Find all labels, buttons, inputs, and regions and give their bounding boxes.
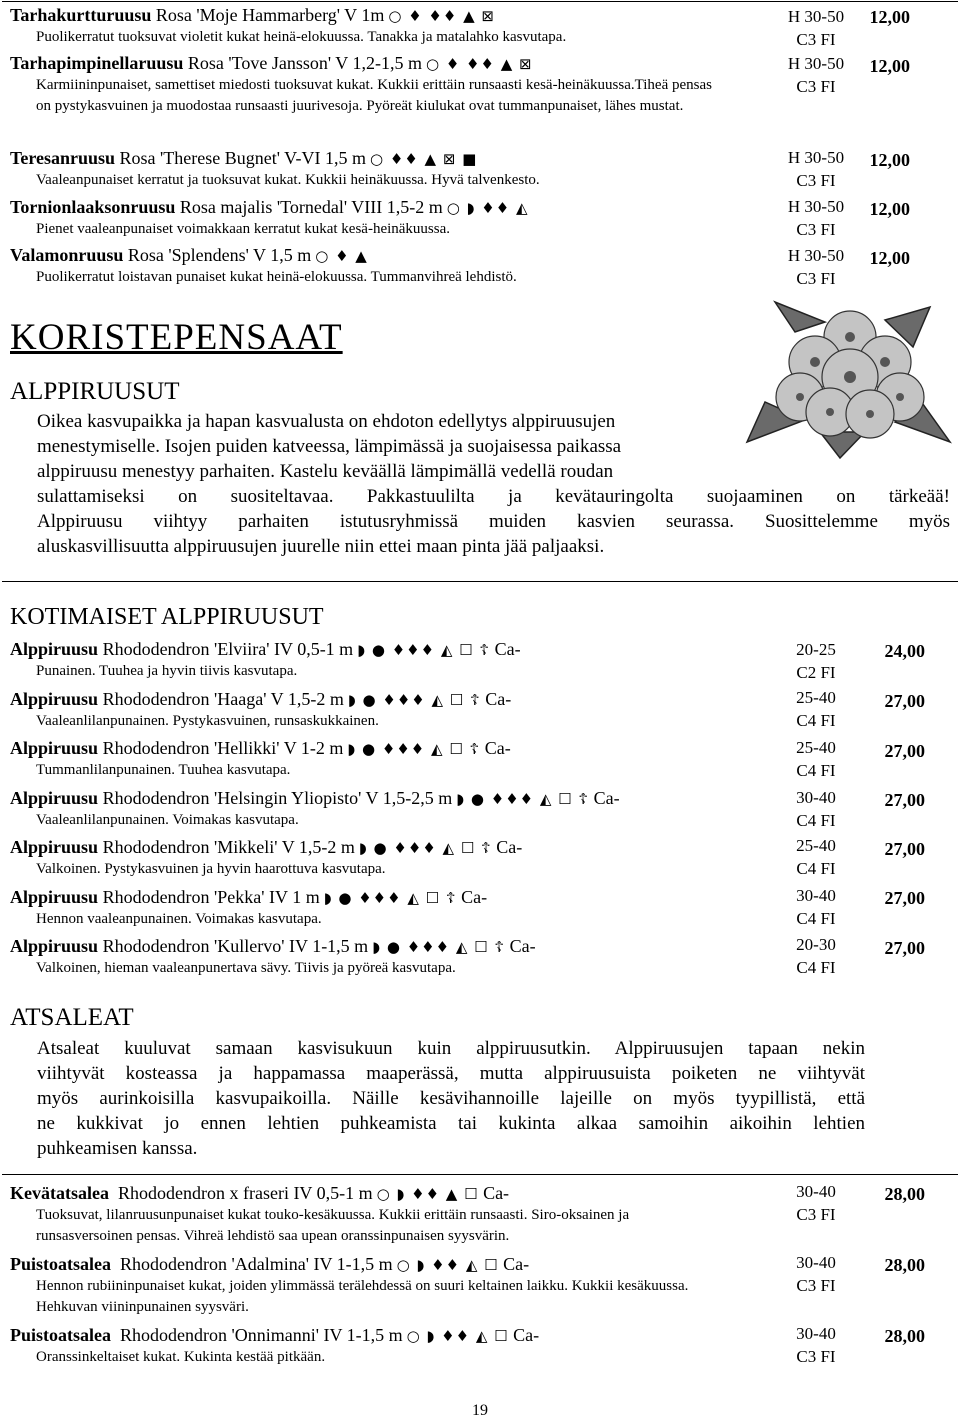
size-code: 25-40 C4 FI bbox=[796, 738, 836, 780]
plant-name: Tarhapimpinellaruusu bbox=[10, 53, 184, 73]
growing-symbols-icon: ◗ ● ♦♦♦ ◭ ☐ ☦ bbox=[358, 839, 492, 857]
plant-name: Alppiruusu bbox=[10, 936, 99, 956]
divider bbox=[2, 1174, 958, 1175]
plant-latin: Rosa majalis 'Tornedal' VIII 1,5-2 m bbox=[179, 197, 443, 217]
growing-symbols-icon: ○ ♦ ♦♦ ▲ ⊠ bbox=[388, 7, 495, 25]
growing-symbols-icon: ○ ◗ ♦♦ ◭ ☐ bbox=[406, 1327, 509, 1345]
plant-name: Tarhakurtturuusu bbox=[10, 5, 152, 25]
plant-latin: Rosa 'Therese Bugnet' V-VI 1,5 m bbox=[119, 148, 367, 168]
plant-description: Valkoinen. Pystykasvuinen ja hyvin haarottuva kasvutapa. bbox=[36, 861, 386, 877]
section-title: KOTIMAISET ALPPIRUUSUT bbox=[10, 604, 324, 630]
plant-description: Valkoinen, hieman vaaleanpunertava sävy. Tiivis ja pyöreä kasvutapa. bbox=[36, 960, 456, 976]
size-code: 30-40 C4 FI bbox=[796, 886, 836, 928]
list-item: Puistoatsalea Rhododendron 'Onnimanni' IV 1-1,5 m ○ ◗ ♦♦ ◭ ☐ Ca- Oranssinkeltaiset kukat. Kukinta kestää pitkään. bbox=[10, 1324, 950, 1368]
list-item: Alppiruusu Rhododendron 'Kullervo' IV 1-1,5 m ◗ ● ♦♦♦ ◭ ☐ ☦ Ca- Valkoinen, hieman vaaleanpunertava sävy. Tiivis ja pyöreä kasvutapa. bbox=[10, 935, 950, 979]
growing-symbols-icon: ◗ ● ♦♦♦ ◭ ☐ ☦ bbox=[347, 691, 481, 709]
size-code: 25-40 C4 FI bbox=[796, 836, 836, 878]
plant-name: Kevätatsalea bbox=[10, 1183, 109, 1203]
plant-name: Alppiruusu bbox=[10, 689, 99, 709]
plant-description: Tuoksuvat, lilanruusunpunaiset kukat touko-kesäkuussa. Kukkii erittäin runsaasti. Siro-oksainen ja runsasversoinen pensas. Vihreä lehdistö saa upean oranssinpunaisen syysvärin. bbox=[36, 1207, 630, 1244]
intro-paragraph: Atsaleat kuuluvat samaan kasvisukuun kuin alppiruusutkin. Alppiruusujen tapaan nekin viihtyvät kosteassa ja happamassa maaperässä, mutta alppiruusuista poiketen ne viihtyvät myös aurinkoisilla kasvupaikoilla. Näille kesävihannoille lajeille on myös tyypillistä, että ne kukkivat jo ennen lehtien puhkeamista tai kukinta alkaa samoihin aikoihin lehtien puhkeamisen kanssa. bbox=[37, 1038, 865, 1159]
plant-latin: Rosa 'Tove Jansson' V 1,2-1,5 m bbox=[187, 53, 422, 73]
price: 12,00 bbox=[869, 56, 910, 76]
price: 27,00 bbox=[884, 691, 925, 711]
list-item: Alppiruusu Rhododendron 'Haaga' V 1,5-2 m ◗ ● ♦♦♦ ◭ ☐ ☦ Ca- Vaaleanlilanpunainen. Pystykasvuinen, runsaskukkainen. bbox=[10, 688, 950, 732]
plant-name: Alppiruusu bbox=[10, 738, 99, 758]
size-code: H 30-50 C3 FI bbox=[787, 54, 845, 96]
plant-description: Vaaleanlilanpunainen. Pystykasvuinen, runsaskukkainen. bbox=[36, 713, 379, 729]
growing-symbols-icon: ◗ ● ♦♦♦ ◭ ☐ ☦ bbox=[357, 641, 491, 659]
section-title: ATSALEAT bbox=[10, 1004, 134, 1031]
size-code: 30-40 C3 FI bbox=[796, 1182, 836, 1224]
growing-symbols-icon: ○ ♦♦ ▲ ⊠ ■ bbox=[370, 150, 478, 168]
growing-symbols-icon: ◗ ● ♦♦♦ ◭ ☐ ☦ bbox=[456, 790, 590, 808]
growing-symbols-icon: ○ ♦ ▲ bbox=[315, 247, 368, 265]
plant-description: Hennon vaaleanpunainen. Voimakas kasvutapa. bbox=[36, 911, 322, 927]
size-code: 30-40 C4 FI bbox=[796, 788, 836, 830]
size-code: H 30-50 C3 FI bbox=[787, 197, 845, 239]
list-item: Alppiruusu Rhododendron 'Mikkeli' V 1,5-2 m ◗ ● ♦♦♦ ◭ ☐ ☦ Ca- Valkoinen. Pystykasvuinen ja hyvin haarottuva kasvutapa. bbox=[10, 836, 950, 880]
price: 27,00 bbox=[884, 741, 925, 761]
list-item: Kevätatsalea Rhododendron x fraseri IV 0,5-1 m ○ ◗ ♦♦ ▲ ☐ Ca- Tuoksuvat, lilanruusunpunaiset kukat touko-kesäkuussa. Kukkii erittäin runsaasti. Siro-oksainen ja runsasversoinen pensas. Vihreä lehdistö saa upean oranssinpunaisen syysvärin. bbox=[10, 1182, 950, 1247]
plant-name: Puistoatsalea bbox=[10, 1254, 111, 1274]
plant-description: Puolikerratut loistavan punaiset kukat heinä-elokuussa. Tummanvihreä lehdistö. bbox=[36, 269, 517, 285]
price: 27,00 bbox=[884, 839, 925, 859]
growing-symbols-icon: ○ ◗ ♦♦ ◭ ☐ bbox=[396, 1256, 499, 1274]
growing-symbols-icon: ○ ◗ ♦♦ ▲ ☐ bbox=[376, 1185, 479, 1203]
growing-symbols-icon: ◗ ● ♦♦♦ ◭ ☐ ☦ bbox=[323, 889, 457, 907]
plant-name: Alppiruusu bbox=[10, 837, 99, 857]
plant-latin: Rosa 'Splendens' V 1,5 m bbox=[127, 245, 312, 265]
plant-name: Alppiruusu bbox=[10, 887, 99, 907]
plant-name: Alppiruusu bbox=[10, 788, 99, 808]
intro-paragraph: Oikea kasvupaikka ja hapan kasvualusta on ehdoton edellytys alppiruusujen menestymiselle. Isojen puiden katveessa, lämpimässä ja suojaisessa paikassa alppiruusu menestyy parhaiten. Kastelu keväällä lämpimällä vedellä roudan bbox=[37, 411, 622, 482]
plant-name: Alppiruusu bbox=[10, 639, 99, 659]
size-code: 20-25 C2 FI bbox=[796, 640, 836, 682]
section-title: KORISTEPENSAAT bbox=[10, 317, 343, 358]
list-item: Alppiruusu Rhododendron 'Hellikki' V 1-2 m ◗ ● ♦♦♦ ◭ ☐ ☦ Ca- Tummanlilanpunainen. Tuuhea kasvutapa. bbox=[10, 737, 950, 781]
price: 28,00 bbox=[884, 1184, 925, 1204]
list-item: Alppiruusu Rhododendron 'Helsingin Yliopisto' V 1,5-2,5 m ◗ ● ♦♦♦ ◭ ☐ ☦ Ca- Vaaleanlilanpunainen. Voimakas kasvutapa. bbox=[10, 787, 950, 831]
plant-name: Tornionlaaksonruusu bbox=[10, 197, 176, 217]
plant-description: Vaaleanpunaiset kerratut ja tuoksuvat kukat. Kukkii heinäkuussa. Hyvä talvenkesto. bbox=[36, 172, 540, 188]
growing-symbols-icon: ○ ◗ ♦♦ ◭ bbox=[446, 199, 529, 217]
plant-description: Karmiininpunaiset, samettiset miedosti tuoksuvat kukat. Kukkii erittäin runsaasti kesä-heinäkuussa.Tiheä pensas on pystykasvuinen ja muodostaa runsaasti juurivesoja. Pyöreät kiulukat ovat tummanpunaiset, lähes mustat. bbox=[36, 77, 712, 114]
size-code: 20-30 C4 FI bbox=[796, 935, 836, 977]
growing-symbols-icon: ◗ ● ♦♦♦ ◭ ☐ ☦ bbox=[372, 938, 506, 956]
section-title: ALPPIRUUSUT bbox=[10, 378, 180, 405]
plant-description: Hennon rubiininpunaiset kukat, joiden ylimmässä terälehdessä on suuri keltainen laikku. Kukkii kesäkuussa. Hehkuvan viininpunainen syysväri. bbox=[36, 1278, 689, 1315]
price: 12,00 bbox=[869, 7, 910, 27]
price: 12,00 bbox=[869, 199, 910, 219]
divider bbox=[2, 581, 958, 582]
price: 28,00 bbox=[884, 1255, 925, 1275]
growing-symbols-icon: ○ ♦ ♦♦ ▲ ⊠ bbox=[425, 55, 533, 73]
price: 27,00 bbox=[884, 790, 925, 810]
size-code: H 30-50 C3 FI bbox=[787, 246, 845, 288]
growing-symbols-icon: ◗ ● ♦♦♦ ◭ ☐ ☦ bbox=[347, 740, 481, 758]
plant-name: Puistoatsalea bbox=[10, 1325, 111, 1345]
size-code: 30-40 C3 FI bbox=[796, 1253, 836, 1295]
rhododendron-flower-icon bbox=[745, 292, 955, 460]
size-code: H 30-50 C3 FI bbox=[787, 7, 845, 49]
price: 27,00 bbox=[884, 938, 925, 958]
list-item: Alppiruusu Rhododendron 'Elviira' IV 0,5-1 m ◗ ● ♦♦♦ ◭ ☐ ☦ Ca- Punainen. Tuuhea ja hyvin tiivis kasvutapa. bbox=[10, 638, 950, 682]
plant-latin: Rosa 'Moje Hammarberg' V 1m bbox=[155, 5, 385, 25]
price: 12,00 bbox=[869, 150, 910, 170]
list-item: Alppiruusu Rhododendron 'Pekka' IV 1 m ◗ ● ♦♦♦ ◭ ☐ ☦ Ca- Hennon vaaleanpunainen. Voimakas kasvutapa. bbox=[10, 886, 950, 930]
plant-description: Oranssinkeltaiset kukat. Kukinta kestää pitkään. bbox=[36, 1349, 326, 1365]
plant-description: Punainen. Tuuhea ja hyvin tiivis kasvutapa. bbox=[36, 663, 298, 679]
intro-paragraph: sulattamiseksi on suositeltavaa. Pakkastuulilta ja kevätauringolta suojaaminen on tärkeää! Alppiruusu viihtyy parhaiten istutusryhmissä muiden kasvien seurassa. Suosittelemme myös aluskasvillisuutta alppiruusujen juurelle niin ettei maan pinta jää paljaaksi. bbox=[37, 486, 950, 557]
price: 27,00 bbox=[884, 888, 925, 908]
top-rule bbox=[2, 1, 958, 2]
price: 28,00 bbox=[884, 1326, 925, 1346]
size-code: 25-40 C4 FI bbox=[796, 688, 836, 730]
page-number: 19 bbox=[472, 1402, 488, 1419]
plant-description: Puolikerratut tuoksuvat violetit kukat heinä-elokuussa. Tanakka ja matalahko kasvutapa. bbox=[36, 29, 567, 45]
plant-name: Teresanruusu bbox=[10, 148, 116, 168]
price: 12,00 bbox=[869, 248, 910, 268]
price: 24,00 bbox=[884, 641, 925, 661]
plant-description: Vaaleanlilanpunainen. Voimakas kasvutapa. bbox=[36, 812, 299, 828]
plant-description: Pienet vaaleanpunaiset voimakkaan kerratut kukat kesä-heinäkuussa. bbox=[36, 221, 451, 237]
size-code: 30-40 C3 FI bbox=[796, 1324, 836, 1366]
plant-description: Tummanlilanpunainen. Tuuhea kasvutapa. bbox=[36, 762, 291, 778]
size-code: H 30-50 C3 FI bbox=[787, 148, 845, 190]
list-item: Puistoatsalea Rhododendron 'Adalmina' IV 1-1,5 m ○ ◗ ♦♦ ◭ ☐ Ca- Hennon rubiininpunaiset kukat, joiden ylimmässä terälehdessä on suuri keltainen laikku. Kukkii kesäkuussa. Hehkuvan viininpunainen syysväri. bbox=[10, 1253, 950, 1318]
plant-name: Valamonruusu bbox=[10, 245, 124, 265]
